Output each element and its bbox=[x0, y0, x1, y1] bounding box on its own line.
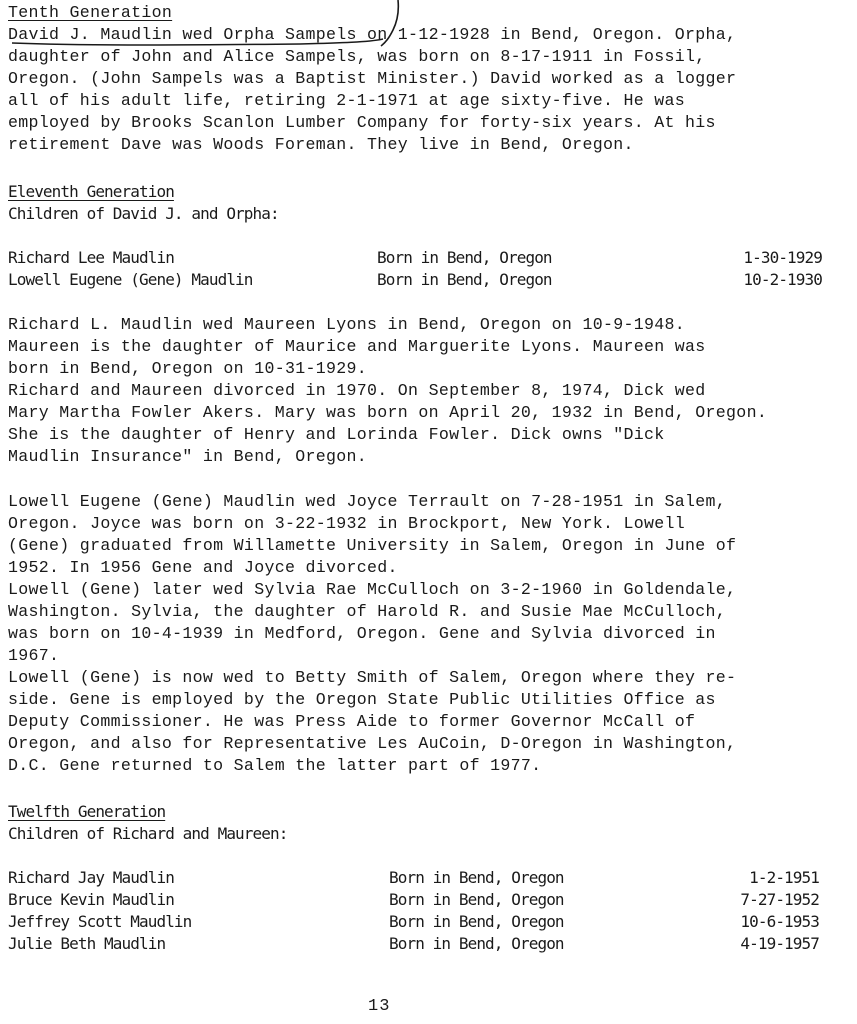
child-birthplace: Born in Bend, Oregon bbox=[389, 868, 564, 887]
paragraph-line: Lowell (Gene) is now wed to Betty Smith of Salem, Oregon where they re- bbox=[8, 668, 737, 687]
child-name: Richard Lee Maudlin bbox=[8, 248, 174, 267]
child-birthdate: 1-2-1951 bbox=[749, 868, 819, 887]
paragraph-line: 1967. bbox=[8, 646, 60, 665]
child-birthplace: Born in Bend, Oregon bbox=[377, 248, 552, 267]
paragraph-line: Oregon. Joyce was born on 3-22-1932 in Brockport, New York. Lowell bbox=[8, 514, 686, 533]
paragraph-line: David J. Maudlin wed Orpha Sampels on 1-12-1928 in Bend, Oregon. Orpha, bbox=[8, 25, 737, 44]
paragraph-line: Lowell (Gene) later wed Sylvia Rae McCulloch on 3-2-1960 in Goldendale, bbox=[8, 580, 737, 599]
child-birthdate: 7-27-1952 bbox=[740, 890, 819, 909]
paragraph-line: Maureen is the daughter of Maurice and Marguerite Lyons. Maureen was bbox=[8, 337, 706, 356]
paragraph-line: all of his adult life, retiring 2-1-1971 at age sixty-five. He was bbox=[8, 91, 686, 110]
child-name: Richard Jay Maudlin bbox=[8, 868, 174, 887]
child-birthplace: Born in Bend, Oregon bbox=[377, 270, 552, 289]
tenth-generation-heading: Tenth Generation bbox=[8, 3, 173, 22]
paragraph-line: Oregon, and also for Representative Les AuCoin, D-Oregon in Washington, bbox=[8, 734, 737, 753]
child-birthplace: Born in Bend, Oregon bbox=[389, 912, 564, 931]
twelfth-generation-subheading: Children of Richard and Maureen: bbox=[8, 824, 288, 843]
paragraph-line: employed by Brooks Scanlon Lumber Company for forty-six years. At his bbox=[8, 113, 716, 132]
paragraph-line: D.C. Gene returned to Salem the latter part of 1977. bbox=[8, 756, 542, 775]
child-name: Julie Beth Maudlin bbox=[8, 934, 166, 953]
child-birthplace: Born in Bend, Oregon bbox=[389, 934, 564, 953]
twelfth-generation-heading: Twelfth Generation bbox=[8, 802, 166, 821]
page-number: 13 bbox=[368, 997, 391, 1016]
paragraph-line: Richard L. Maudlin wed Maureen Lyons in Bend, Oregon on 10-9-1948. bbox=[8, 315, 686, 334]
child-birthdate: 10-2-1930 bbox=[743, 270, 822, 289]
paragraph-line: daughter of John and Alice Sampels, was born on 8-17-1911 in Fossil, bbox=[8, 47, 706, 66]
eleventh-generation-subheading: Children of David J. and Orpha: bbox=[8, 204, 279, 223]
paragraph-line: Maudlin Insurance" in Bend, Oregon. bbox=[8, 447, 368, 466]
eleventh-generation-heading: Eleventh Generation bbox=[8, 182, 174, 201]
paragraph-line: Oregon. (John Sampels was a Baptist Minister.) David worked as a logger bbox=[8, 69, 737, 88]
paragraph-line: Lowell Eugene (Gene) Maudlin wed Joyce Terrault on 7-28-1951 in Salem, bbox=[8, 492, 727, 511]
child-name: Jeffrey Scott Maudlin bbox=[8, 912, 192, 931]
paragraph-line: Washington. Sylvia, the daughter of Harold R. and Susie Mae McCulloch, bbox=[8, 602, 727, 621]
paragraph-line: She is the daughter of Henry and Lorinda Fowler. Dick owns "Dick bbox=[8, 425, 665, 444]
child-birthdate: 4-19-1957 bbox=[740, 934, 819, 953]
paragraph-line: (Gene) graduated from Willamette University in Salem, Oregon in June of bbox=[8, 536, 737, 555]
paragraph-line: Richard and Maureen divorced in 1970. On September 8, 1974, Dick wed bbox=[8, 381, 706, 400]
paragraph-line: Deputy Commissioner. He was Press Aide to former Governor McCall of bbox=[8, 712, 696, 731]
paragraph-line: retirement Dave was Woods Foreman. They live in Bend, Oregon. bbox=[8, 135, 634, 154]
child-name: Lowell Eugene (Gene) Maudlin bbox=[8, 270, 253, 289]
child-birthdate: 1-30-1929 bbox=[743, 248, 822, 267]
paragraph-line: side. Gene is employed by the Oregon State Public Utilities Office as bbox=[8, 690, 716, 709]
paragraph-line: Mary Martha Fowler Akers. Mary was born on April 20, 1932 in Bend, Oregon. bbox=[8, 403, 768, 422]
child-birthplace: Born in Bend, Oregon bbox=[389, 890, 564, 909]
child-birthdate: 10-6-1953 bbox=[740, 912, 819, 931]
paragraph-line: was born on 10-4-1939 in Medford, Oregon. Gene and Sylvia divorced in bbox=[8, 624, 716, 643]
paragraph-line: 1952. In 1956 Gene and Joyce divorced. bbox=[8, 558, 398, 577]
paragraph-line: born in Bend, Oregon on 10-31-1929. bbox=[8, 359, 368, 378]
child-name: Bruce Kevin Maudlin bbox=[8, 890, 174, 909]
